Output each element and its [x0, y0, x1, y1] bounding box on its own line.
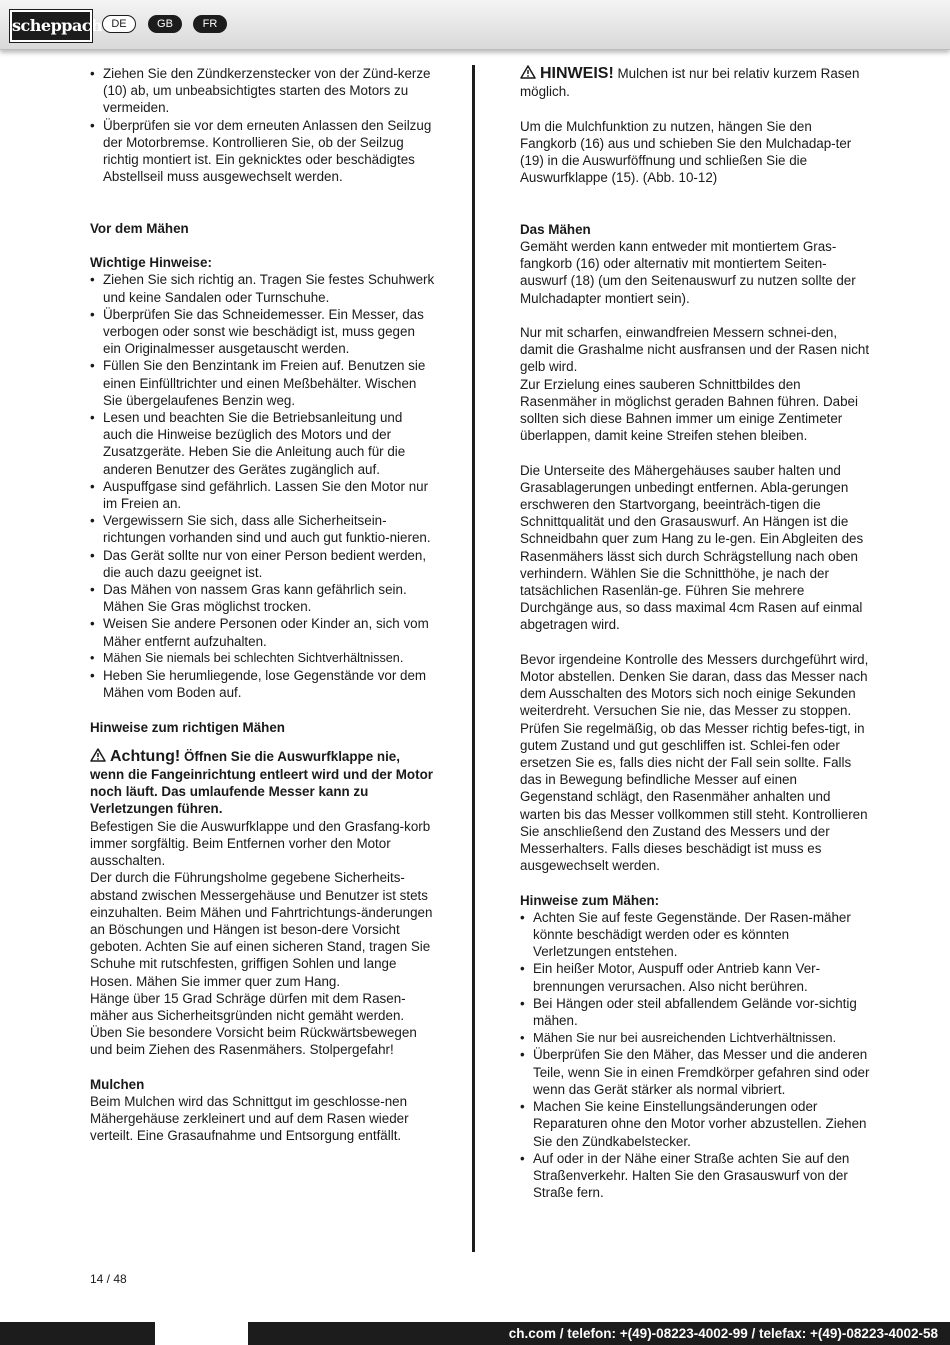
lang-tab-gb[interactable]: GB	[148, 15, 182, 33]
right-column	[520, 65, 870, 1201]
page-number: 14 / 48	[90, 1272, 127, 1286]
note-title: HINWEIS!	[540, 65, 614, 82]
list-item: • Auspuffgase sind gefährlich. Lassen Sie den Motor nur im Freien an.	[90, 478, 435, 512]
tips-bullet-list	[520, 909, 870, 1201]
paragraph: Nur mit scharfen, einwandfreien Messern schnei-den, damit die Grashalme nicht ausfransen und der Rasen nicht gelb wird.	[520, 325, 870, 375]
list-item: • Das Mähen von nassem Gras kann gefährlich sein. Mähen Sie Gras möglichst trocken.	[90, 581, 435, 615]
attention-block	[90, 748, 435, 818]
paragraph: Prüfen Sie regelmäßig, ob das Messer richtig befes-tigt, in gutem Zustand und gut geschliffen ist. Schlei-fen oder ersetzen Sie es, falls dies nicht der Fall sein sollte. Falls das in Bewegung befindliche Messer auf einen Gegenstand schlägt, den Rasenmäher anhalten und warten bis das Messer vollkommen still steht. Kontrollieren Sie anschließend den Zustand des Messers und der Messerhalters. Falls dieses beschädigt ist muss es ausgewechselt werden.	[520, 720, 868, 874]
section-heading-before-mowing: Vor dem Mähen	[90, 220, 189, 236]
subheading-important-notes: Wichtige Hinweise:	[90, 255, 212, 271]
lang-tab-fr[interactable]: FR	[193, 15, 227, 33]
important-bullet-list	[90, 271, 435, 701]
list-item: • Achten Sie auf feste Gegenstände. Der Rasen-mäher könnte beschädigt werden oder es könnten Verletzungen entstehen.	[520, 909, 870, 961]
warning-triangle-icon	[520, 65, 536, 83]
list-item: • Ziehen Sie sich richtig an. Tragen Sie festes Schuhwerk und keine Sandalen oder Turnschuhe.	[90, 271, 435, 305]
list-item: • Überprüfen sie vor dem erneuten Anlassen den Seilzug der Motorbremse. Kontrollieren Sie, ob der Seilzug richtig montiert ist. Ein geknicktes oder beschädigtes Abstellseil muss ausgewechselt werden.	[90, 117, 435, 186]
list-item: • Heben Sie herumliegende, lose Gegenstände vor dem Mähen vom Boden auf.	[90, 667, 435, 701]
paragraph: Um die Mulchfunktion zu nutzen, hängen Sie den Fangkorb (16) aus und schieben Sie den Mulchadap-ter (19) in die Auswurföffnung und schließen Sie die Auswurfklappe (15). (Abb. 10-12)	[520, 118, 852, 186]
list-item: • Füllen Sie den Benzintank im Freien auf. Benutzen sie einen Einfülltrichter und einen Meßbehälter. Wischen Sie übergelaufenes Benzin weg.	[90, 357, 435, 409]
list-item: • Ein heißer Motor, Auspuff oder Antrieb kann Ver-brennungen verursachen. Also nicht berühren.	[520, 960, 870, 994]
column-divider	[472, 65, 475, 1252]
paragraph: Zur Erzielung eines sauberen Schnittbildes den Rasenmäher in möglichst geraden Bahnen führen. Dabei sollten sich diese Bahnen immer um einige Zentimeter überlappen, damit keine Streifen stehen bleiben.	[520, 376, 858, 444]
list-item: • Das Gerät sollte nur von einer Person bedient werden, die auch dazu geeignet ist.	[90, 547, 435, 581]
list-item: • Machen Sie keine Einstellungsänderungen oder Reparaturen ohne den Motor vorher abzustellen. Ziehen Sie den Zündkabelstecker.	[520, 1098, 870, 1150]
footer-spacer	[155, 1322, 248, 1345]
page-footer	[0, 1322, 950, 1345]
subheading-mowing-tips: Hinweise zum Mähen:	[520, 892, 660, 908]
list-item: • Überprüfen Sie das Schneidemesser. Ein Messer, das verbogen oder sonst wie beschädigt ist, muss gegen ein Originalmesser ausgetauscht werden.	[90, 306, 435, 358]
paragraph: Der durch die Führungsholme gegebene Sicherheits-abstand zwischen Messergehäuse und Benutzer ist stets einzuhalten. Beim Mähen und Fahrtrichtungs-änderungen an Böschungen und Hängen ist beson-dere Vorsicht geboten. Achten Sie auf einen sicheren Stand, tragen Sie Schuhe mit rutschfesten, griffigen Sohlen und lange Hosen. Mähen Sie immer quer zum Hang.	[90, 870, 433, 989]
list-item: • Vergewissern Sie sich, dass alle Sicherheitsein-richtungen vorhanden sind und auch gut funktio-nieren.	[90, 512, 435, 546]
page-header	[0, 0, 950, 50]
note-text: Mulchen ist nur bei relativ kurzem Rasen möglich.	[520, 66, 860, 100]
intro-bullet-list	[90, 65, 435, 185]
list-item: • Mähen Sie niemals bei schlechten Sichtverhältnissen.	[90, 650, 435, 667]
attention-title: Achtung!	[110, 747, 181, 765]
brand-logo: scheppach	[10, 10, 92, 42]
paragraph: Die Unterseite des Mähergehäuses sauber halten und Grasablagerungen unbedingt entfernen. Abla-gerungen erschweren den Startvorgang, beeinträch-tigen die Schnittqualität und den Grasauswurf. An Hängen ist die Schneidbahn quer zum Hang zu le-gen. Ein Abgleiten des Rasenmähers lässt sich durch Schrägstellung nach oben verhindern. Wählen Sie die Schnitthöhe, je nach der tatsächlichen Rasenlän-ge. Führen Sie mehrere Durchgänge aus, so dass maximal 4cm Rasen auf einmal abgetragen wird.	[520, 462, 864, 633]
paragraph: Hänge über 15 Grad Schräge dürfen mit dem Rasen-mäher aus Sicherheitsgründen nicht gemäht werden. Üben Sie besondere Vorsicht beim Rückwärtsbewegen und beim Ziehen des Rasenmähers. Stolpergefahr!	[90, 990, 417, 1058]
list-item: • Weisen Sie andere Personen oder Kinder an, sich vom Mäher entfernt aufzuhalten.	[90, 615, 435, 649]
warning-triangle-icon	[90, 748, 106, 766]
list-item: • Überprüfen Sie den Mäher, das Messer und die anderen Teile, wenn Sie in einen Fremdkörper gefahren sind oder wenn das Gerät stärker als normal vibriert.	[520, 1046, 870, 1098]
note-block	[520, 65, 870, 100]
paragraph: Beim Mulchen wird das Schnittgut im geschlosse-nen Mähergehäuse zerkleinert und auf dem Rasen wieder verteilt. Eine Grasaufnahme und Entsorgung entfällt.	[90, 1093, 409, 1144]
lang-tab-de[interactable]: DE	[102, 15, 136, 33]
paragraph: Befestigen Sie die Auswurfklappe und den Grasfang-korb immer sorgfältig. Beim Entfernen vorher den Motor ausschalten.	[90, 818, 431, 869]
left-column	[90, 65, 435, 1145]
section-heading-correct-mowing: Hinweise zum richtigen Mähen	[90, 719, 285, 735]
attention-text: Öffnen Sie die Auswurfklappe nie, wenn die Fangeinrichtung entleert wird und der Motor noch läuft. Das umlaufende Messer kann zu Verletzungen führen.	[90, 748, 433, 817]
list-item: • Lesen und beachten Sie die Betriebsanleitung und auch die Hinweise bezüglich des Motors und der Zusatzgeräte. Heben Sie die Anleitung auch für die anderen Benutzer des Gerätes zugänglich auf.	[90, 409, 435, 478]
paragraph: Bevor irgendeine Kontrolle des Messers durchgeführt wird, Motor abstellen. Denken Sie daran, dass das Messer nach dem Ausschalten des Motors sich noch einige Sekunden weiterdreht. Versuchen Sie nie, das Messer zu stoppen.	[520, 651, 869, 719]
footer-contact-text: ch.com / telefon: +(49)-08223-4002-99 / telefax: +(49)-08223-4002-58	[508, 1326, 938, 1341]
list-item: • Ziehen Sie den Zündkerzenstecker von der Zünd-kerze (10) ab, um unbeabsichtigtes starten des Motors zu vermeiden.	[90, 65, 435, 117]
list-item: • Auf oder in der Nähe einer Straße achten Sie auf den Straßenverkehr. Halten Sie den Grasauswurf von der Straße fern.	[520, 1150, 870, 1202]
paragraph: Gemäht werden kann entweder mit montiertem Gras-fangkorb (16) oder alternativ mit montiertem Seiten-auswurf (18) (um den Seitenauswurf zu nutzen sollte der Mulchadapter montiert sein).	[520, 239, 856, 306]
section-heading-mowing: Das Mähen	[520, 221, 591, 237]
list-item: • Bei Hängen oder steil abfallendem Gelände vor-sichtig mähen.	[520, 995, 870, 1029]
section-heading-mulching: Mulchen	[90, 1076, 145, 1092]
list-item: • Mähen Sie nur bei ausreichenden Lichtverhältnissen.	[520, 1029, 870, 1046]
